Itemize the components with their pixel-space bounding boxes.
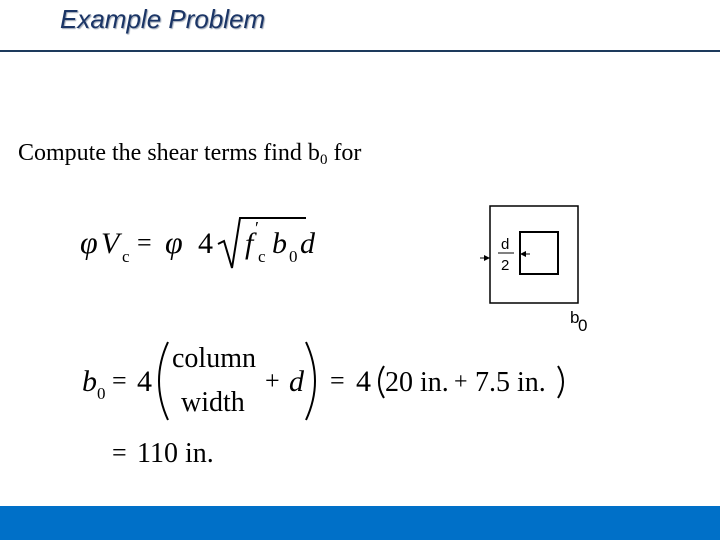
right-paren xyxy=(306,342,315,420)
coefficient-4c: 4 xyxy=(356,365,371,398)
value-20in: 20 in. xyxy=(385,367,449,398)
coefficient-4b: 4 xyxy=(137,365,152,398)
two-label: 2 xyxy=(501,257,510,274)
value-7-5in: 7.5 in. xyxy=(475,367,546,398)
f-prime: ′ xyxy=(255,218,259,238)
plus-sign-1: + xyxy=(265,366,280,395)
b-symbol: b xyxy=(272,227,287,260)
d-symbol: d xyxy=(300,227,315,260)
intro-subscript: 0 xyxy=(319,152,328,168)
equals-sign-3: = xyxy=(330,366,345,395)
left-paren xyxy=(159,342,168,420)
v-subscript: c xyxy=(122,247,130,266)
equation-perimeter xyxy=(82,342,563,420)
result-value: 110 in. xyxy=(137,438,214,469)
width-text: width xyxy=(181,387,245,418)
d-symbol-2: d xyxy=(289,365,304,398)
footer-bar xyxy=(0,506,720,540)
equation-shear-capacity xyxy=(80,218,316,268)
left-arrow-head xyxy=(484,255,490,261)
d-label: d xyxy=(501,236,510,253)
equals-sign-1: = xyxy=(137,228,152,257)
b-subscript-2: 0 xyxy=(97,384,106,403)
equation-result xyxy=(112,438,214,469)
column-text: column xyxy=(172,343,256,374)
b0-label: b xyxy=(570,308,580,327)
slide-title: Example Problem xyxy=(60,4,266,34)
b-subscript: 0 xyxy=(289,247,298,266)
left-small-paren xyxy=(379,366,384,398)
b-symbol-2: b xyxy=(82,365,97,398)
phi-symbol-2: φ xyxy=(165,224,183,260)
coefficient-4: 4 xyxy=(198,227,213,260)
phi-symbol: φ xyxy=(80,224,98,260)
intro-main: Compute the shear terms find b xyxy=(18,140,320,166)
f-subscript: c xyxy=(258,247,266,266)
intro-tail: for xyxy=(327,140,362,166)
right-small-paren xyxy=(558,366,563,398)
plus-sign-2: + xyxy=(454,369,468,395)
f-symbol: f xyxy=(245,227,254,260)
equals-sign-4: = xyxy=(112,438,127,467)
equals-sign-2: = xyxy=(112,366,127,395)
punching-shear-diagram xyxy=(480,206,587,335)
v-symbol: V xyxy=(101,227,120,260)
b0-subscript: 0 xyxy=(578,316,588,335)
